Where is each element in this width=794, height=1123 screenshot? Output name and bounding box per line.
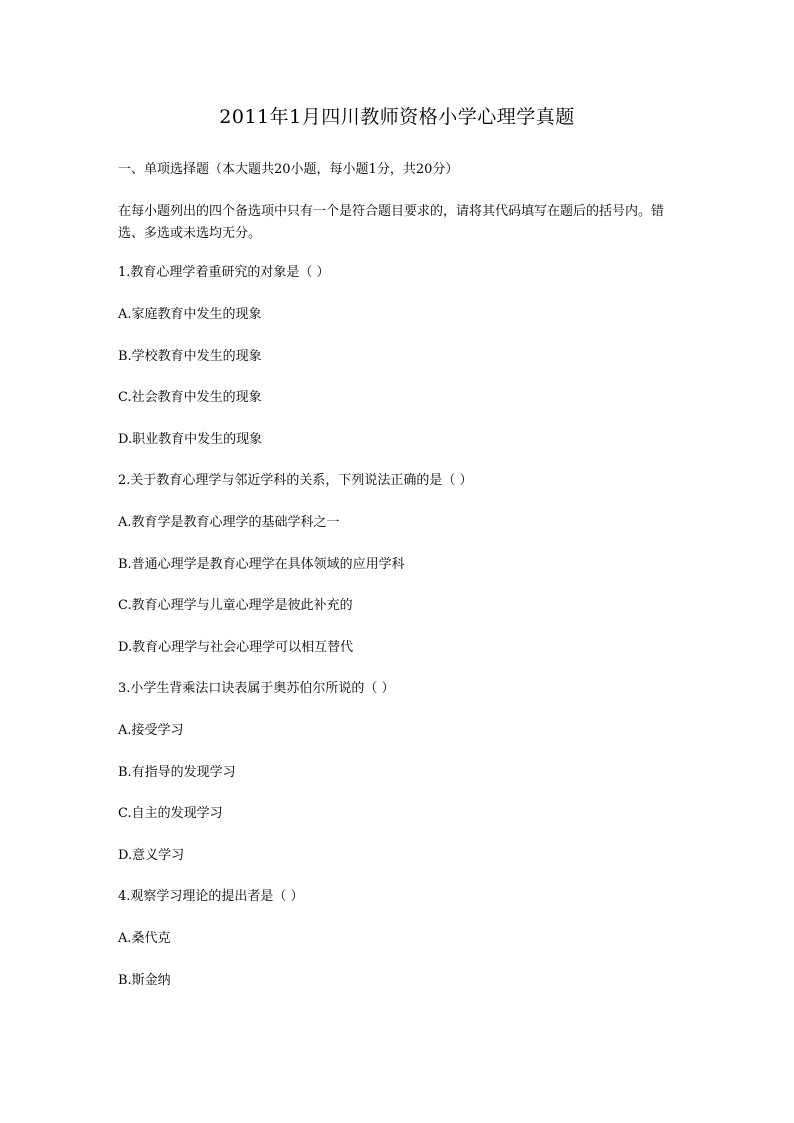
question-3-option-b: B.有指导的发现学习 [118,765,236,780]
question-1-option-c: C.社会教育中发生的现象 [118,390,262,405]
question-1-option-d: D.职业教育中发生的现象 [118,432,263,447]
question-3-option-d: D.意义学习 [118,848,185,863]
instructions-text: 在每小题列出的四个备选项中只有一个是符合题目要求的，请将其代码填写在题后的括号内。错选、多选或未选均无分。 [118,204,665,241]
question-2-stem: 2.关于教育心理学与邻近学科的关系，下列说法正确的是（ ） [118,473,473,488]
question-1-option-b: B.学校教育中发生的现象 [118,349,262,364]
section-heading: 一、单项选择题（本大题共20小题，每小题1分，共20分） [118,162,459,177]
question-1-stem: 1.教育心理学着重研究的对象是（ ） [118,265,330,280]
question-2-option-b: B.普通心理学是教育心理学在具体领域的应用学科 [118,557,405,572]
question-4-option-a: A.桑代克 [118,931,171,946]
question-1-option-a: A.家庭教育中发生的现象 [118,307,262,322]
question-3-stem: 3.小学生背乘法口诀表属于奥苏伯尔所说的（ ） [118,681,395,696]
question-2-option-c: C.教育心理学与儿童心理学是彼此补充的 [118,598,353,613]
question-4-option-b: B.斯金纳 [118,973,171,988]
question-2-option-d: D.教育心理学与社会心理学可以相互替代 [118,640,354,655]
question-2-option-a: A.教育学是教育心理学的基础学科之一 [118,515,340,530]
question-3-option-a: A.接受学习 [118,723,184,738]
question-3-option-c: C.自主的发现学习 [118,806,223,821]
document-title: 2011年1月四川教师资格小学心理学真题 [219,106,575,128]
question-4-stem: 4.观察学习理论的提出者是（ ） [118,889,304,904]
